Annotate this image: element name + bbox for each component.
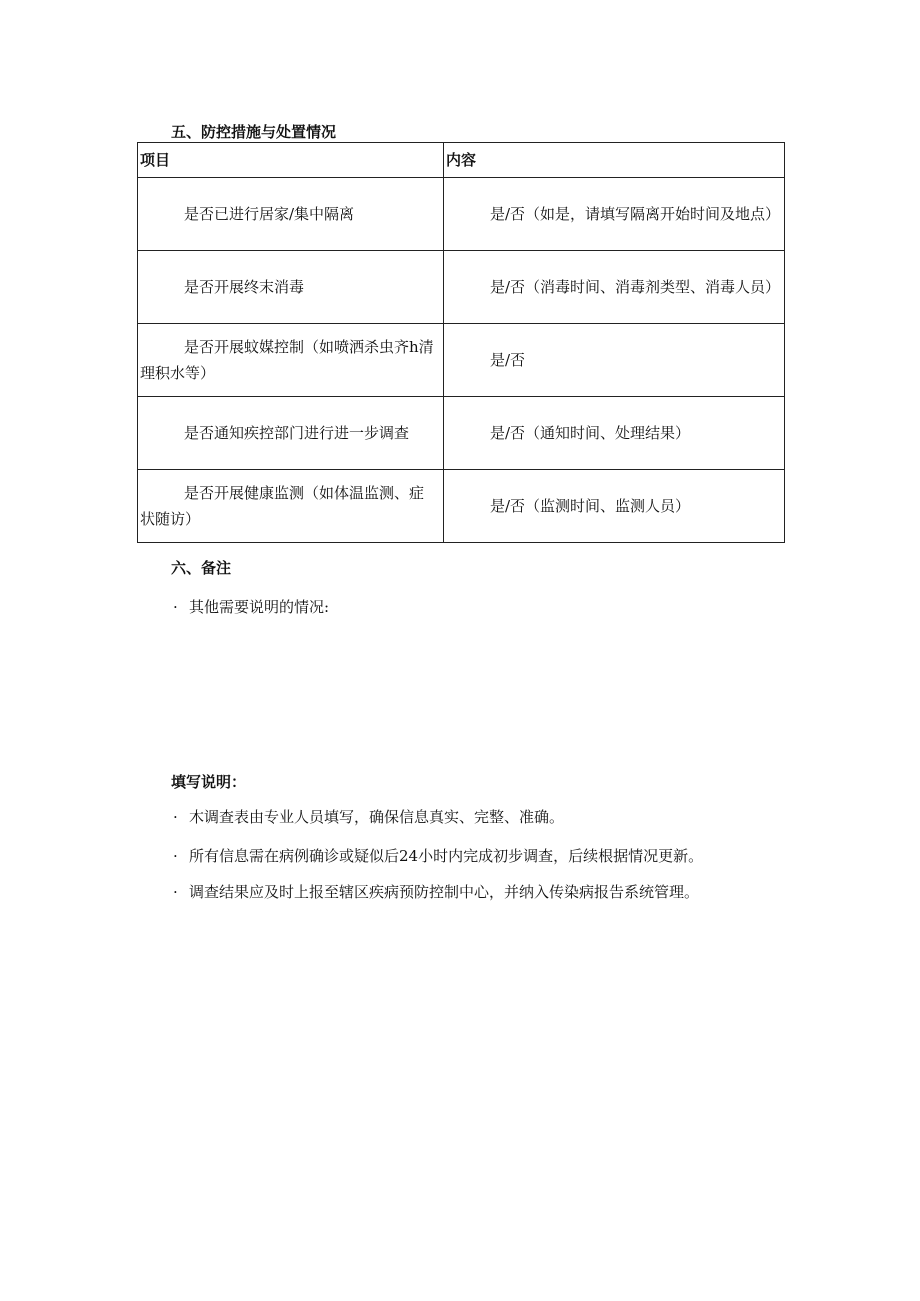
instruction-item [173, 845, 703, 866]
row-content: 是/否（消毒时间、消毒剂类型、消毒人员） [444, 251, 785, 324]
prevention-measures-table [137, 142, 785, 543]
table-row [138, 251, 785, 324]
header-content: 内容 [444, 143, 785, 178]
table-row [138, 324, 785, 397]
table-row [138, 178, 785, 251]
row-content: 是/否（通知时间、处理结果） [444, 397, 785, 470]
instruction-text: 所有信息需在病例确诊或疑似后24小时内完成初步调查，后续根据情况更新。 [189, 847, 704, 865]
instruction-item [173, 806, 564, 827]
row-item: 是否开展健康监测（如体温监测、症状随访） [138, 470, 444, 543]
bullet: · [173, 808, 178, 826]
table-row [138, 397, 785, 470]
remarks-label: 其他需要说明的情况: [189, 598, 330, 616]
bullet: · [173, 598, 178, 616]
instructions-title: 填写说明： [171, 773, 247, 791]
row-content: 是/否（监测时间、监测人员） [444, 470, 785, 543]
row-item: 是否通知疾控部门进行进一步调查 [138, 397, 444, 470]
row-content: 是/否 [444, 324, 785, 397]
instruction-text: 调查结果应及时上报至辖区疾病预防控制中心，并纳入传染病报告系统管理。 [189, 883, 700, 901]
row-item: 是否开展蚊媒控制（如喷洒杀虫齐h清理积水等） [138, 324, 444, 397]
instruction-text: 木调查表由专业人员填写，确保信息真实、完整、准确。 [189, 808, 565, 826]
header-item: 项目 [138, 143, 444, 178]
section-6-title: 六、备注 [171, 559, 232, 577]
instruction-item [173, 881, 699, 902]
row-content: 是/否（如是，请填写隔离开始时间及地点） [444, 178, 785, 251]
table-row [138, 470, 785, 543]
bullet: · [173, 847, 178, 865]
remarks-line [173, 596, 329, 617]
bullet: · [173, 883, 178, 901]
row-item: 是否已进行居家/集中隔离 [138, 178, 444, 251]
section-5-title: 五、防控措施与处置情况 [171, 123, 337, 141]
table-header-row [138, 143, 785, 178]
row-item: 是否开展终末消毒 [138, 251, 444, 324]
